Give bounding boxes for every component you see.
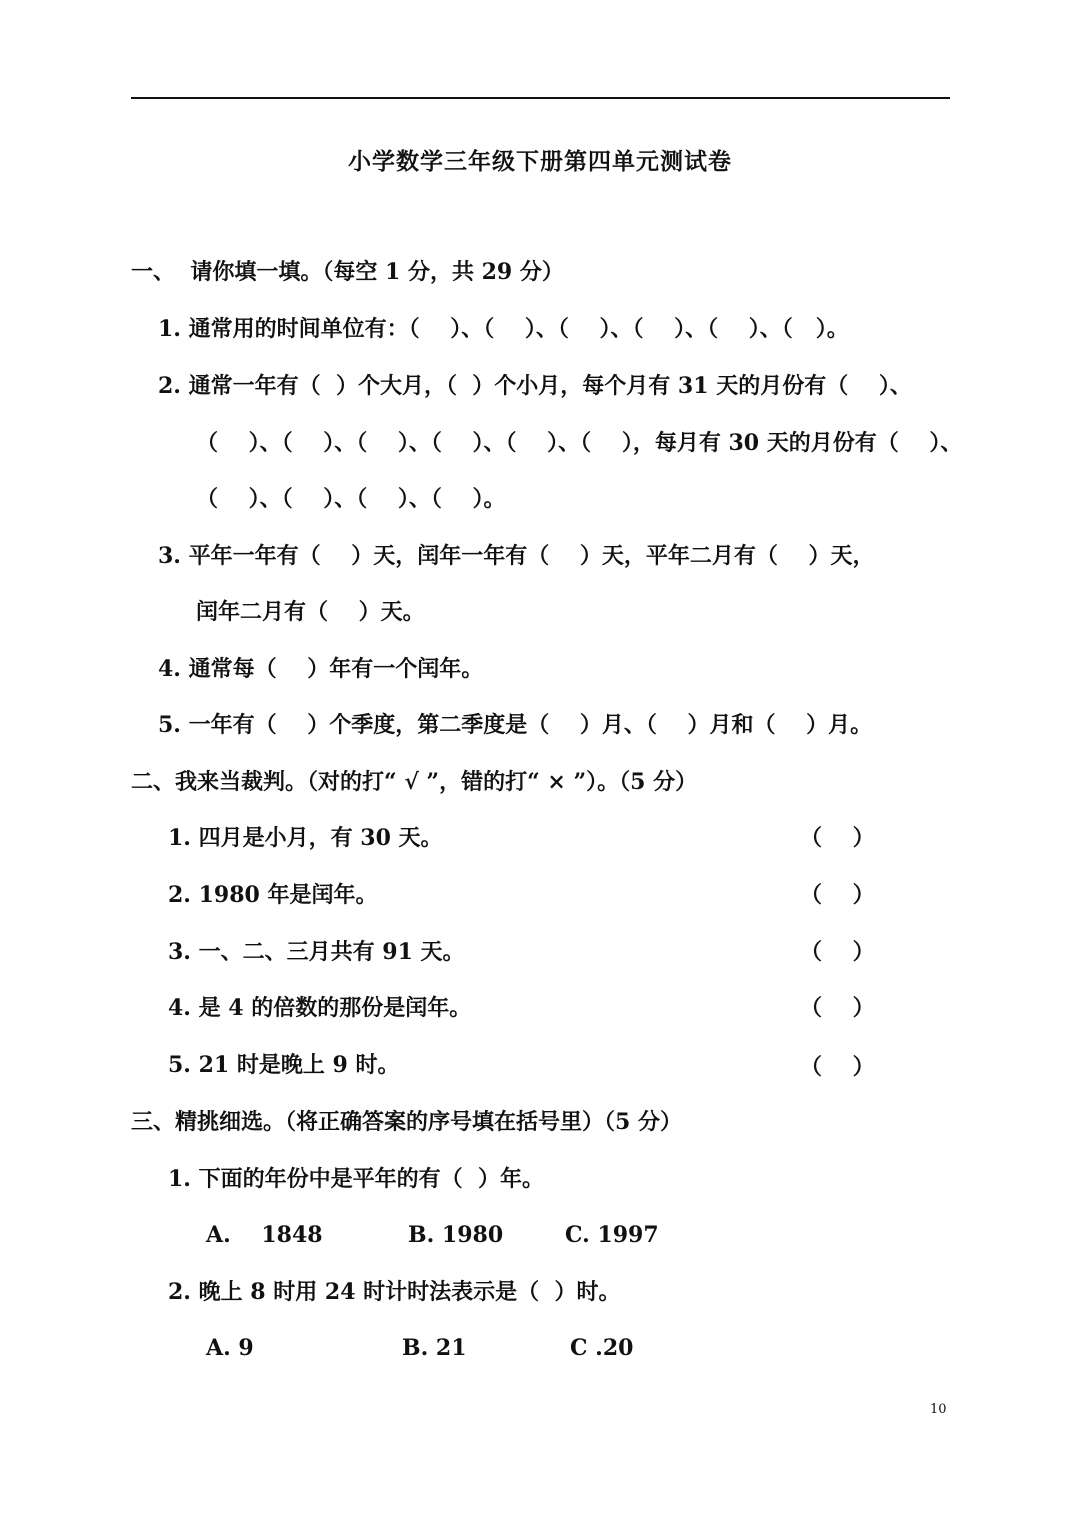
- s1-q5: 5. 一年有（ ）个季度，第二季度是（ ）月、（ ）月和（ ）月。: [158, 712, 873, 738]
- page-number: 10: [930, 1402, 947, 1417]
- s2-item-2: 2. 1980 年是闰年。: [168, 882, 378, 908]
- s2-item-3: 3. 一、二、三月共有 91 天。: [168, 939, 465, 965]
- s3-q2-option-b: B. 21: [402, 1335, 467, 1361]
- s2-answer-paren-4: （ ）: [800, 995, 875, 1021]
- s2-answer-paren-1: （ ）: [800, 825, 875, 851]
- section1-heading: 一、 请你填一填。（每空 1 分，共 29 分）: [131, 259, 564, 285]
- s1-q2-line3: （ ）、（ ）、（ ）、（ ）。: [196, 486, 506, 512]
- page-title: 小学数学三年级下册第四单元测试卷: [348, 148, 732, 175]
- s3-q2-text: 2. 晚上 8 时用 24 时计时法表示是（ ）时。: [168, 1279, 621, 1305]
- header-rule: [131, 97, 950, 99]
- s3-q1-option-b: B. 1980: [408, 1222, 504, 1248]
- s2-item-5: 5. 21 时是晚上 9 时。: [168, 1052, 400, 1078]
- s1-q3-line1: 3. 平年一年有（ ）天，闰年一年有（ ）天，平年二月有（ ）天，: [158, 543, 875, 569]
- s2-answer-paren-2: （ ）: [800, 882, 875, 908]
- s3-q2-option-a: A. 9: [206, 1335, 254, 1361]
- s2-answer-paren-5: （ ）: [800, 1054, 875, 1080]
- s2-item-4: 4. 是 4 的倍数的那份是闰年。: [168, 995, 472, 1021]
- section2-heading: 二、我来当裁判。（对的打“ √ ”，错的打“ × ”）。（5 分）: [131, 769, 698, 795]
- s1-q4: 4. 通常每（ ）年有一个闰年。: [158, 656, 484, 682]
- s1-q3-line2: 闰年二月有（ ）天。: [196, 599, 425, 625]
- s2-item-1: 1. 四月是小月，有 30 天。: [168, 825, 443, 851]
- s1-q2-line2: （ ）、（ ）、（ ）、（ ）、（ ）、（ ），每月有 30 天的月份有（ ）、: [196, 430, 963, 456]
- section3-heading: 三、精挑细选。（将正确答案的序号填在括号里）（5 分）: [131, 1109, 682, 1135]
- s1-q2-line1: 2. 通常一年有（ ）个大月，（ ）个小月，每个月有 31 天的月份有（ ）、: [158, 373, 912, 399]
- s3-q1-option-c: C. 1997: [565, 1222, 659, 1248]
- s1-q1: 1. 通常用的时间单位有：（ ）、（ ）、（ ）、（ ）、（ ）、（ ）。: [158, 316, 849, 342]
- s2-answer-paren-3: （ ）: [800, 939, 875, 965]
- s3-q2-option-c: C .20: [570, 1335, 634, 1361]
- s3-q1-text: 1. 下面的年份中是平年的有（ ）年。: [168, 1166, 544, 1192]
- s3-q1-option-a: A. 1848: [206, 1222, 323, 1248]
